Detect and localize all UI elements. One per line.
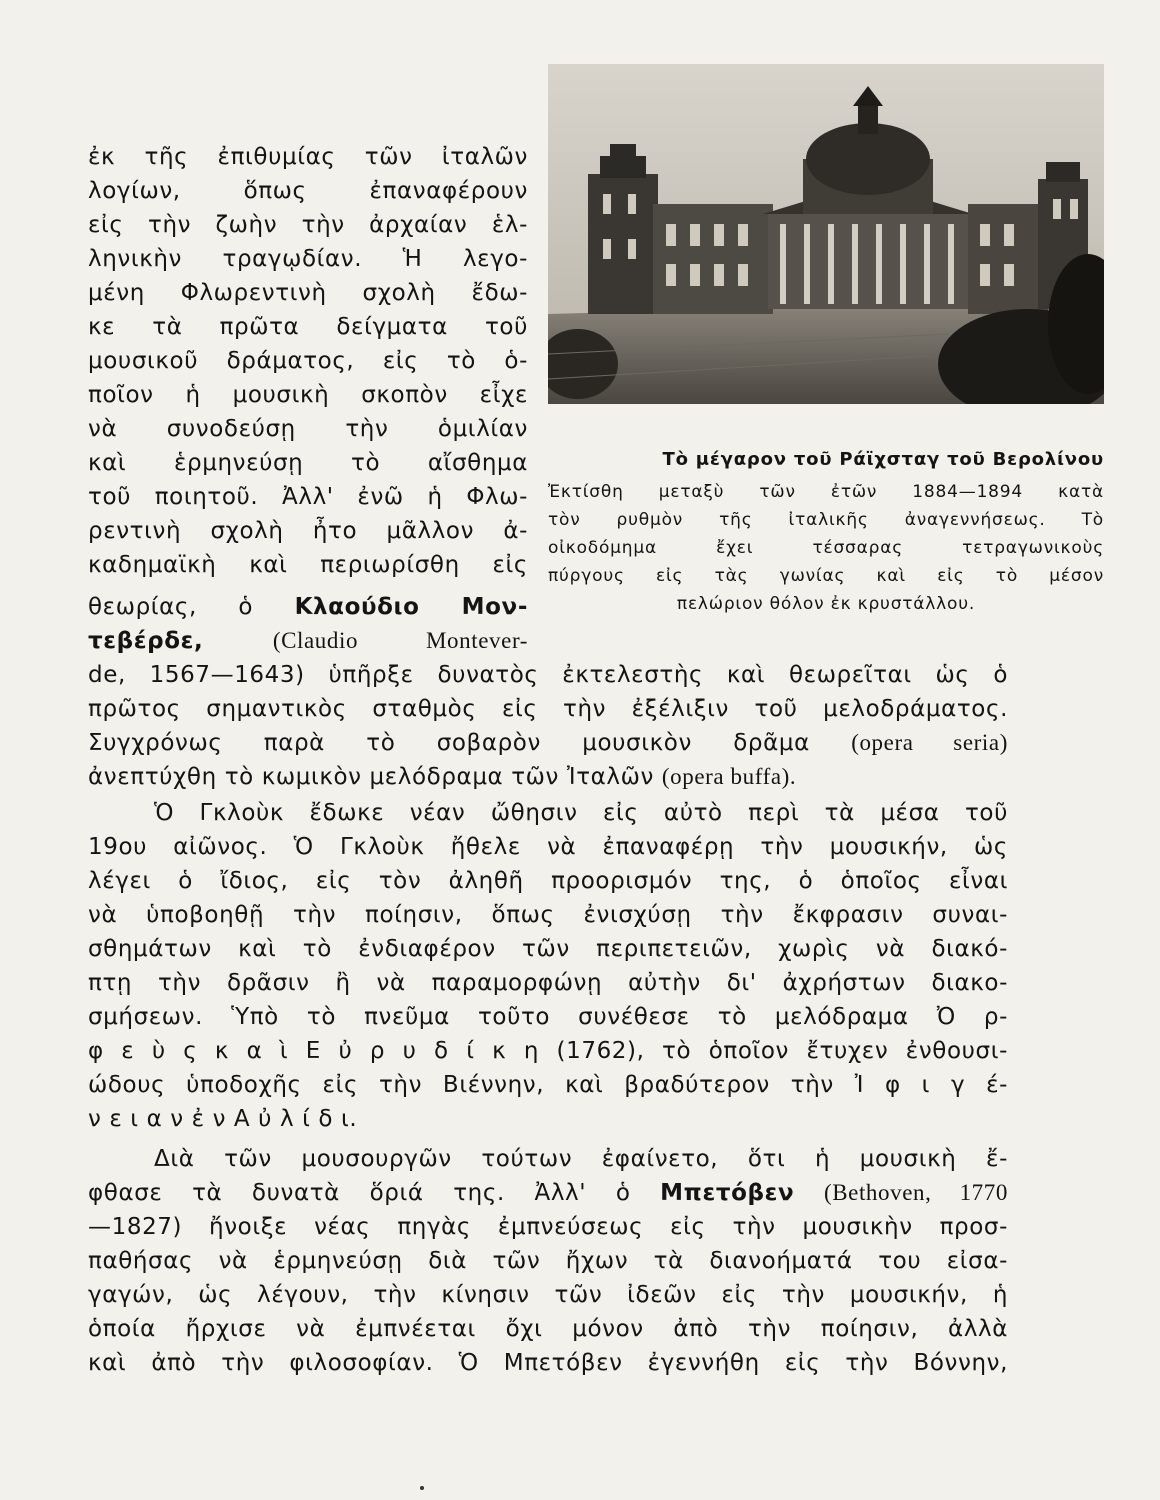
composer-name-monteverde: Κλαούδιο Μον- [294, 594, 528, 620]
text-run: φθασε τὰ δυνατὰ ὅριά της. Ἀλλ' ὁ [88, 1180, 631, 1206]
text-line: —1827) ἤνοιξε νέας πηγὰς ἐμπνεύσεως εἰς τὴν μουσικὴν προσ- [88, 1214, 1008, 1240]
text-line: ληνικὴν τραγῳδίαν. Ἡ λεγο- [88, 246, 528, 272]
reichstag-photo [548, 64, 1104, 404]
text-line: καὶ ἀπὸ τὴν φιλοσοφίαν. Ὁ Μπετόβεν ἐγεννήθη εἰς τὴν Βόννην, [88, 1350, 1008, 1376]
text-line: γαγών, ὡς λέγουν, τὴν κίνησιν τῶν ἰδεῶν εἰς τὴν μουσικήν, ἡ [88, 1282, 1008, 1308]
composer-name-monteverde-cont: τεβέρδε, [88, 628, 204, 654]
text-line: μουσικοῦ δράματος, εἰς τὸ ὁ- [88, 348, 528, 374]
caption-line: πελώριον θόλον ἐκ κρυστάλλου. [676, 594, 976, 614]
text-line: ώδους ὑποδοχῆς εἰς τὴν Βιέννην, καὶ βραδύτερον τὴν Ἰ φ ι γ έ- [88, 1072, 1008, 1098]
text-line: ἐκ τῆς ἐπιθυμίας τῶν ἰταλῶν [88, 144, 528, 170]
text-line: ποῖον ἡ μουσικὴ σκοπὸν εἶχε [88, 382, 528, 408]
text-line: ὁποία ἤρχισε νὰ ἐμπνέεται ὄχι μόνον ἀπὸ τὴν ποίησιν, ἀλλὰ [88, 1316, 1008, 1342]
text-line: καδημαϊκὴ καὶ περιωρίσθη εἰς [88, 552, 528, 578]
reichstag-illustration [548, 64, 1104, 404]
text-line: Διὰ τῶν μουσουργῶν τούτων ἐφαίνετο, ὅτι ἡ μουσικὴ ἔ- [154, 1146, 1008, 1172]
text-run: θεωρίας, ὁ [88, 594, 254, 620]
text-line [88, 590, 528, 624]
text-line: πτῃ τὴν δρᾶσιν ἢ νὰ παραμορφώνῃ αὐτὴν δι' ἀχρήστων διακο- [88, 970, 1008, 996]
text-run: Συγχρόνως παρὰ τὸ σοβαρὸν μουσικὸν δρᾶμα [88, 730, 810, 756]
text-run: ἀνεπτύχθη τὸ κωμικὸν μελόδραμα τῶν Ἰταλῶν [88, 764, 654, 790]
text-line: παθήσας νὰ ἑρμηνεύσῃ διὰ τῶν ἤχων τὰ διανοήματά του εἰσα- [88, 1248, 1008, 1274]
text-line [88, 760, 1008, 794]
text-line: καὶ ἑρμηνεύσῃ τὸ αἴσθημα [88, 450, 528, 476]
latin-term: (opera seria) [851, 730, 1008, 755]
text-line: 19ου αἰῶνος. Ὁ Γκλοὺκ ἤθελε νὰ ἐπαναφέρῃ τὴν μουσικήν, ὡς [88, 834, 1008, 860]
text-line: κε τὰ πρῶτα δείγματα τοῦ [88, 314, 528, 340]
caption-line: τὸν ρυθμὸν τῆς ἰταλικῆς ἀναγεννήσεως. Τὸ [548, 510, 1104, 530]
latin-term: (opera buffa). [661, 764, 797, 789]
latin-name: (Claudio Montever- [272, 628, 528, 653]
caption-line: οἰκοδόμημα ἔχει τέσσαρας τετραγωνικοὺς [548, 538, 1104, 558]
caption-line: Ἐκτίσθη μεταξὺ τῶν ἐτῶν 1884—1894 κατὰ [548, 482, 1104, 502]
caption-line: πύργους εἰς τὰς γωνίας καὶ εἰς τὸ μέσον [548, 566, 1104, 586]
text-line [88, 624, 528, 658]
text-line [88, 726, 1008, 760]
text-line: νὰ συνοδεύσῃ τὴν ὁμιλίαν [88, 416, 528, 442]
text-line: τοῦ ποιητοῦ. Ἀλλ' ἐνῶ ἡ Φλω- [88, 484, 528, 510]
photo-caption-title: Τὸ μέγαρον τοῦ Ράϊχσταγ τοῦ Βερολίνου [662, 449, 1104, 470]
latin-name: (Bethoven, 1770 [823, 1180, 1008, 1205]
text-line: ρεντινὴ σχολὴ ἦτο μᾶλλον ἀ- [88, 518, 528, 544]
text-line: σθημάτων καὶ τὸ ἐνδιαφέρον τῶν περιπετειῶν, χωρὶς νὰ διακό- [88, 936, 1008, 962]
page-speck [420, 1486, 424, 1490]
text-line: λέγει ὁ ἴδιος, εἰς τὸν ἀληθῆ προορισμόν της, ὁ ὁποῖος εἶναι [88, 868, 1008, 894]
text-line: εἰς τὴν ζωὴν τὴν ἀρχαίαν ἑλ- [88, 212, 528, 238]
text-line: φ ε ὺ ς κ α ὶ Ε ὐ ρ υ δ ί κ η (1762), τὸ ὁποῖον ἔτυχεν ἐνθουσι- [88, 1038, 1008, 1064]
text-line: σμήσεων. Ὑπὸ τὸ πνεῦμα τοῦτο συνέθεσε τὸ μελόδραμα Ὀ ρ- [88, 1004, 1008, 1030]
composer-name-beethoven: Μπετόβεν [660, 1180, 795, 1206]
text-line [88, 1176, 1008, 1210]
text-line: de, 1567—1643) ὑπῆρξε δυνατὸς ἐκτελεστὴς καὶ θεωρεῖται ὡς ὁ [88, 662, 1008, 688]
text-line: ν ε ι α ν ἐ ν Α ὐ λ ί δ ι. [88, 1106, 358, 1132]
text-line: Ὁ Γκλοὺκ ἔδωκε νέαν ὤθησιν εἰς αὐτὸ περὶ τὰ μέσα τοῦ [154, 800, 1008, 826]
text-line: νὰ ὑποβοηθῇ τὴν ποίησιν, ὅπως ἐνισχύσῃ τὴν ἔκφρασιν συναι- [88, 902, 1008, 928]
text-line: λογίων, ὅπως ἐπαναφέρουν [88, 178, 528, 204]
text-line: πρῶτος σημαντικὸς σταθμὸς εἰς τὴν ἐξέλιξιν τοῦ μελοδράματος. [88, 696, 1008, 722]
text-line: μένη Φλωρεντινὴ σχολὴ ἔδω- [88, 280, 528, 306]
